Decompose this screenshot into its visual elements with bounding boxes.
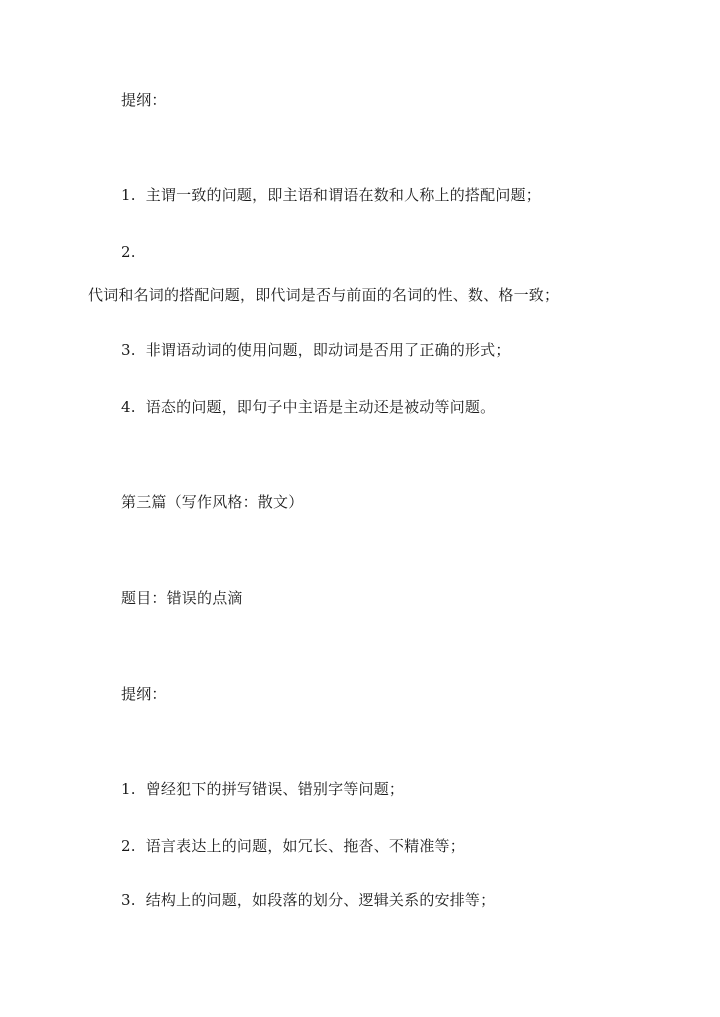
item-number: 1. (121, 780, 136, 798)
item-text: 主谓一致的问题，即主语和谓语在数和人称上的搭配问题； (145, 186, 541, 204)
outline2-item-2 (121, 836, 465, 856)
item-number: 4. (121, 398, 136, 416)
item-text: 代词和名词的搭配问题，即代词是否与前面的名词的性、数、格一致； (88, 286, 560, 304)
outline-item-4 (121, 397, 495, 417)
essay-title (121, 588, 243, 608)
item-number: 3. (121, 341, 136, 359)
item-number: 3. (121, 891, 136, 909)
outline2-item-1 (121, 779, 404, 799)
essay-title-text: 题目：错误的点滴 (121, 589, 243, 607)
item-text: 语态的问题，即句子中主语是主动还是被动等问题。 (145, 398, 496, 416)
outline-item-2-continuation (88, 285, 559, 305)
item-text: 非谓语动词的使用问题，即动词是否用了正确的形式； (145, 341, 511, 359)
item-number: 1. (121, 186, 136, 204)
outline-label-2 (121, 684, 167, 704)
item-number: 2. (121, 837, 136, 855)
outline-item-2 (121, 242, 146, 262)
section-heading (121, 492, 303, 512)
outline-label-text: 提纲： (121, 685, 167, 703)
outline-label-text: 提纲： (121, 91, 167, 109)
section-heading-text: 第三篇（写作风格：散文） (121, 493, 304, 511)
outline-item-3 (121, 340, 511, 360)
outline-label (121, 90, 167, 110)
outline2-item-3 (121, 890, 495, 910)
item-text: 语言表达上的问题，如冗长、拖沓、不精准等； (145, 837, 465, 855)
item-text: 结构上的问题，如段落的划分、逻辑关系的安排等； (145, 891, 496, 909)
item-number: 2. (121, 243, 136, 261)
item-text: 曾经犯下的拼写错误、错别字等问题； (145, 780, 405, 798)
outline-item-1 (121, 185, 541, 205)
